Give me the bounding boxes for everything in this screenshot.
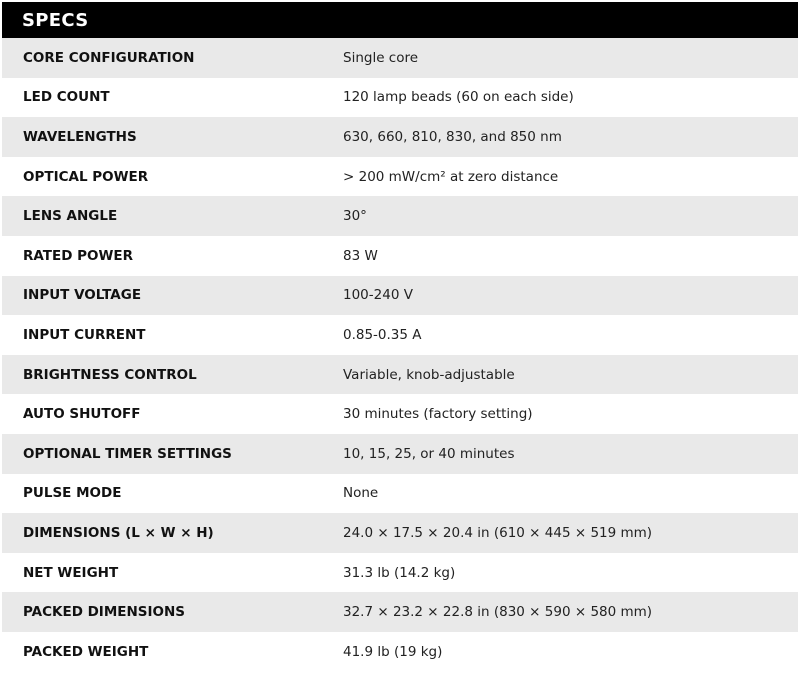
spec-value: 120 lamp beads (60 on each side) — [343, 89, 574, 106]
spec-row-brightness-control — [2, 355, 798, 395]
specs-title: SPECS — [22, 9, 89, 31]
spec-label: PACKED DIMENSIONS — [23, 604, 186, 621]
specs-table-body — [2, 38, 798, 672]
spec-row-packed-dimensions — [2, 592, 798, 632]
spec-row-input-current — [2, 315, 798, 355]
spec-value: 30 minutes (factory setting) — [343, 406, 533, 423]
spec-row-dimensions — [2, 513, 798, 553]
specs-header — [2, 2, 798, 38]
spec-label: CORE CONFIGURATION — [23, 49, 195, 66]
spec-label: LENS ANGLE — [23, 208, 118, 225]
spec-row-rated-power — [2, 236, 798, 276]
spec-label: RATED POWER — [23, 247, 134, 264]
spec-value: 0.85-0.35 A — [343, 326, 422, 343]
spec-value: 10, 15, 25, or 40 minutes — [343, 445, 515, 462]
spec-value: 100-240 V — [343, 287, 413, 304]
spec-row-net-weight — [2, 553, 798, 593]
spec-label: DIMENSIONS (L × W × H) — [23, 524, 214, 541]
spec-row-wavelengths — [2, 117, 798, 157]
spec-label: PACKED WEIGHT — [23, 643, 149, 660]
spec-value: 41.9 lb (19 kg) — [343, 643, 443, 660]
spec-label: OPTIONAL TIMER SETTINGS — [23, 445, 232, 462]
spec-value: None — [343, 485, 379, 502]
spec-label: LED COUNT — [23, 89, 110, 106]
spec-row-packed-weight — [2, 632, 798, 672]
spec-label: NET WEIGHT — [23, 564, 119, 581]
spec-value: 630, 660, 810, 830, and 850 nm — [343, 128, 562, 145]
spec-row-core-configuration — [2, 38, 798, 78]
spec-row-input-voltage — [2, 276, 798, 316]
spec-value: 31.3 lb (14.2 kg) — [343, 564, 456, 581]
spec-label: AUTO SHUTOFF — [23, 406, 141, 423]
spec-value: 24.0 × 17.5 × 20.4 in (610 × 445 × 519 mm) — [343, 524, 653, 541]
spec-label: BRIGHTNESS CONTROL — [23, 366, 197, 383]
spec-row-led-count — [2, 78, 798, 118]
spec-value: Single core — [343, 49, 419, 66]
specs-panel — [2, 2, 798, 672]
spec-label: WAVELENGTHS — [23, 128, 137, 145]
specs-table — [2, 38, 798, 672]
spec-label: OPTICAL POWER — [23, 168, 149, 185]
spec-value: Variable, knob-adjustable — [343, 366, 515, 383]
spec-row-auto-shutoff — [2, 394, 798, 434]
spec-label: INPUT CURRENT — [23, 326, 146, 343]
spec-label: INPUT VOLTAGE — [23, 287, 142, 304]
spec-value: > 200 mW/cm² at zero distance — [343, 168, 559, 185]
spec-row-pulse-mode — [2, 474, 798, 514]
spec-row-lens-angle — [2, 196, 798, 236]
spec-value: 83 W — [343, 247, 378, 264]
spec-value: 32.7 × 23.2 × 22.8 in (830 × 590 × 580 mm) — [343, 604, 653, 621]
spec-label: PULSE MODE — [23, 485, 122, 502]
spec-value: 30° — [343, 208, 367, 225]
spec-row-optional-timer-settings — [2, 434, 798, 474]
spec-row-optical-power — [2, 157, 798, 197]
